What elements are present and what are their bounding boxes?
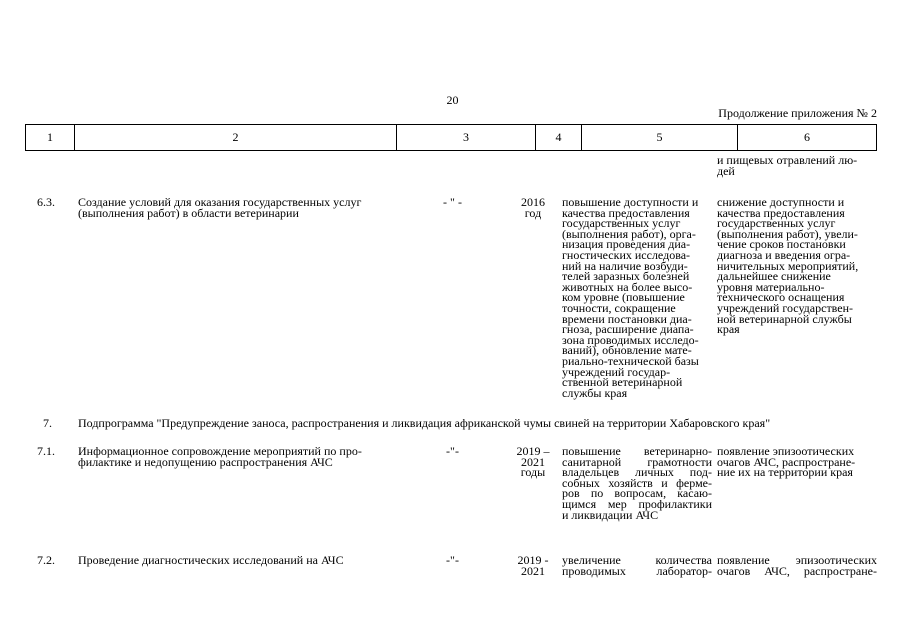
carryover-effect-text: и пищевых отравлений лю- дей (717, 153, 858, 178)
header-col-5: 5 (656, 130, 663, 144)
header-col-4: 4 (555, 130, 562, 144)
years: 2019 – 2021 годы (516, 444, 550, 480)
subprogram-title: Подпрограмма "Предупреждение заноса, распространения и ликвидация африканской чумы свиней на территории Хабаровского края" (78, 416, 771, 430)
expected-result: повышение доступности и качества предоставления государственных услуг (выполнения работ), орга- низация проведения диа- гностических исследова- ний на наличие возбуди- телей заразных болезней животных на более высо- ком уровне (повышение точности, сокращение времени постановки диа- гноза, расширение диапа- зона проводимых исследо- ваний), обновление мате- риально-технической базы учреждений государ- ственной ветеринарной службы края (562, 195, 699, 400)
consequences: снижение доступности и качества предоставления государственных услуг (выполнения работ), увели- чение сроков постановки диагноза и введения огра- ничительных мероприятий, дальнейшее снижение уровня материально- технического оснащения учреждений государствен- ной ветеринарной службы края (717, 195, 859, 337)
continuation-title: Продолжение приложения № 2 (718, 106, 877, 120)
measure-name: Информационное сопровождение мероприятий по про- филактике и недопущению распространения АЧС (78, 444, 362, 469)
executor: - " - (443, 195, 462, 209)
years: 2016 год (521, 195, 545, 220)
row-number: 7.2. (37, 553, 55, 567)
row-number: 6.3. (37, 195, 55, 209)
measure-name: Проведение диагностических исследований на АЧС (78, 553, 344, 567)
years: 2019 - 2021 (517, 553, 549, 578)
header-col-6: 6 (804, 130, 810, 144)
header-col-3: 3 (463, 130, 469, 144)
header-col-1: 1 (47, 130, 53, 144)
expected-result: повышение ветеринарно- санитарной грамотности владельцев личных под- собных хозяйств и ферме- ров по вопросам, касаю- щимся мер профилактики и ликвидации АЧС (562, 444, 712, 522)
row-number: 7.1. (37, 444, 55, 458)
executor: -"- (446, 553, 459, 567)
page-number: 20 (446, 93, 459, 107)
measure-name: Создание условий для оказания государственных услуг (выполнения работ) в области ветеринарии (78, 195, 362, 220)
header-col-2: 2 (232, 130, 239, 144)
executor: -"- (446, 444, 459, 458)
table-header-row (25, 124, 877, 151)
expected-result: увеличение количества проводимых лаборатор- (562, 553, 712, 578)
consequences: появление эпизоотических очагов АЧС, распростране- ние их на территории края (717, 444, 856, 480)
row-number: 7. (43, 416, 52, 430)
consequences: появление эпизоотических очагов АЧС, распростране- (717, 553, 877, 578)
